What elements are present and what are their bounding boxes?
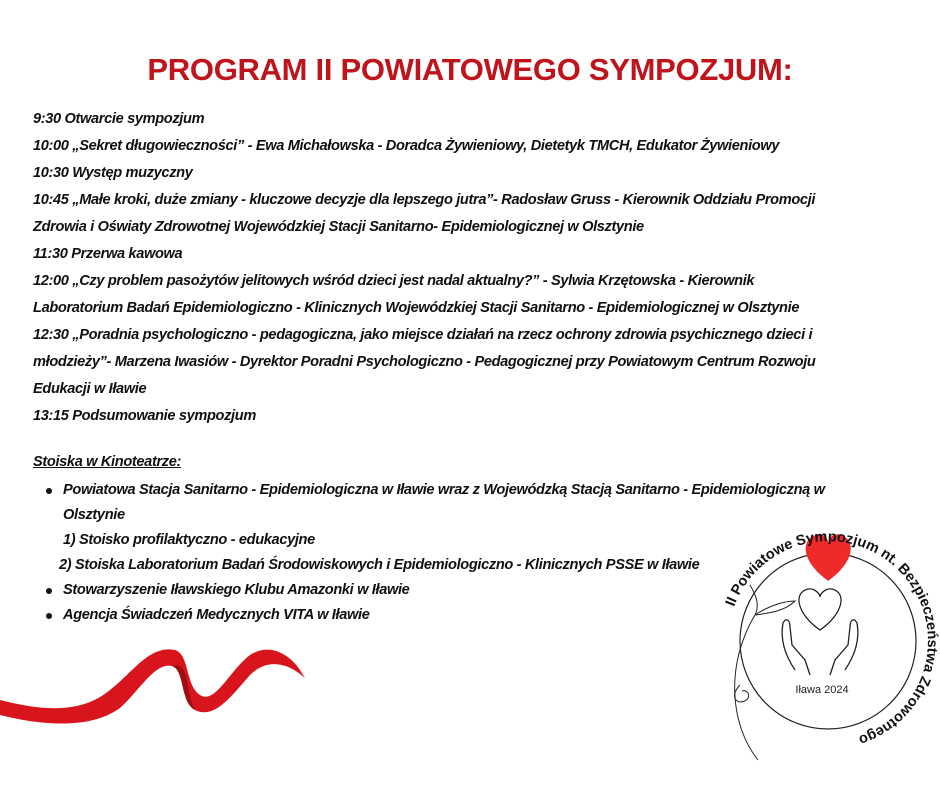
heart-outline-icon [799,589,841,630]
stand-item: Stowarzyszenie Iławskiego Klubu Amazonki w Iławie [33,578,733,603]
program-list [33,106,933,430]
program-line: 12:00 „Czy problem pasożytów jelitowych wśród dzieci jest nadal aktualny?” - Sylwia Krzętowska - Kierownik [33,273,755,289]
program-line: młodzieży”- Marzena Iwasiów - Dyrektor Poradni Psychologiczno - Pedagogicznej przy Powiatowym Centrum Rozwoju [33,354,816,370]
program-line: 11:30 Przerwa kawowa [33,246,183,262]
stands-list [33,478,825,628]
program-line: Edukacji w Iławie [33,381,147,397]
symposium-logo [700,505,940,775]
program-line: 12:30 „Poradnia psychologiczno - pedagogiczna, jako miejsce działań na rzecz ochrony zdrowia psychicznego dzieci i [33,327,813,343]
hands-icon [782,620,858,675]
stand-item: Agencja Świadczeń Medycznych VITA w Iławie [33,603,733,628]
program-line: Zdrowia i Oświaty Zdrowotnej Wojewódzkiej Stacji Sanitarno- Epidemiologicznej w Olsztynie [33,219,644,235]
stand-subitem: 2) Stoiska Laboratorium Badań Środowiskowych i Epidemiologiczno - Klinicznych PSSE w Iławie [59,557,700,573]
stand-item-cont: Olsztynie [63,507,125,523]
logo-ring-text: II Powiatowe Sympozjum nt. Bezpieczeństwa Zdrowotnego [722,528,940,748]
program-line: 10:30 Występ muzyczny [33,165,193,181]
red-ribbon-decoration [0,630,320,740]
program-line: Laboratorium Badań Epidemiologiczno - Klinicznych Wojewódzkiej Stacji Sanitarno - Epidemiologicznej w Olsztynie [33,300,800,316]
stands-heading: Stoiska w Kinoteatrze: [33,454,182,470]
vine-icon [735,585,795,760]
stand-item: Powiatowa Stacja Sanitarno - Epidemiologiczna w Iławie wraz z Wojewódzką Stacją Sanitarno - Epidemiologiczną w [33,478,733,503]
stand-subitem: 1) Stoisko profilaktyczno - edukacyjne [63,532,315,548]
program-line: 13:15 Podsumowanie sympozjum [33,408,256,424]
logo-place-year: Iława 2024 [795,684,849,696]
page-title: PROGRAM II POWIATOWEGO SYMPOZJUM: [147,52,793,87]
program-line: 9:30 Otwarcie sympozjum [33,111,205,127]
program-line: 10:00 „Sekret długowieczności” - Ewa Michałowska - Doradca Żywieniowy, Dietetyk TMCH, Edukator Żywieniowy [33,138,780,154]
program-line: 10:45 „Małe kroki, duże zmiany - kluczowe decyzje dla lepszego jutra”- Radosław Gruss - Kierownik Oddziału Promocji [33,192,816,208]
